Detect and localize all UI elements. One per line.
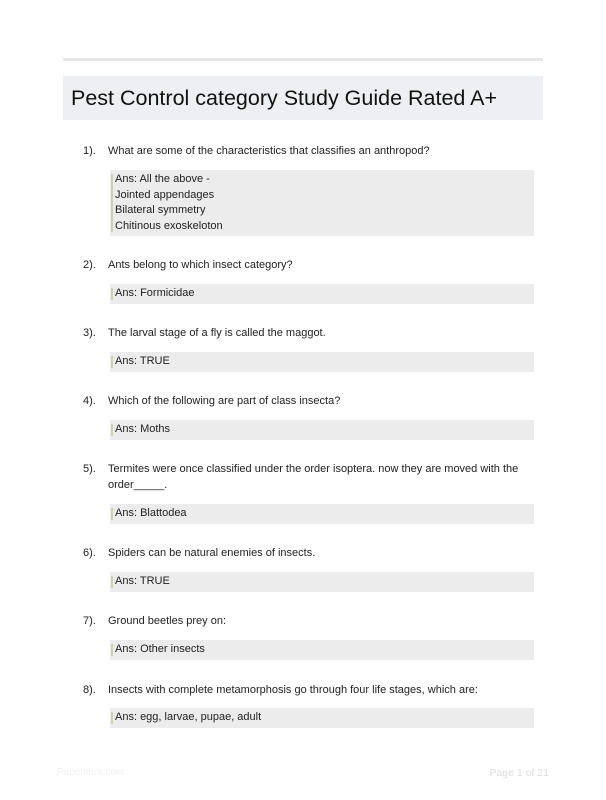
- question-number: 8).: [83, 684, 96, 696]
- answer-line: Ans: All the above -: [115, 173, 210, 185]
- top-divider: [63, 58, 543, 61]
- answer-box: [110, 420, 534, 440]
- question-text: Which of the following are part of class insecta?: [108, 395, 341, 407]
- question-text: Ants belong to which insect category?: [108, 259, 293, 271]
- question-number: 5).: [83, 463, 96, 475]
- question-number: 3).: [83, 327, 96, 339]
- answer-line: Bilateral symmetry: [115, 204, 206, 216]
- answer-box: [110, 708, 534, 728]
- question-text: Spiders can be natural enemies of insects.: [108, 547, 316, 559]
- question-text: Ground beetles prey on:: [108, 615, 227, 627]
- answer-box: [110, 352, 534, 372]
- footer-watermark: Paperlibra.com: [57, 767, 125, 778]
- answer-line: Ans: Moths: [115, 423, 171, 435]
- answer-line: Jointed appendages: [115, 188, 215, 201]
- page-title: Pest Control category Study Guide Rated A+: [71, 86, 498, 110]
- question-number: 4).: [83, 395, 96, 407]
- question-number: 1).: [83, 145, 96, 157]
- question-text: What are some of the characteristics that classifies an anthropod?: [108, 145, 430, 157]
- question-number: 7).: [83, 615, 96, 627]
- answer-line: Ans: Other insects: [115, 643, 205, 655]
- page-number: Page 1 of 21: [489, 767, 549, 779]
- answer-line: Ans: egg, larvae, pupae, adult: [115, 711, 262, 723]
- title-banner: [63, 76, 543, 120]
- answer-box: [110, 640, 534, 660]
- answer-box: [110, 284, 534, 304]
- answer-box: [110, 504, 534, 524]
- question-text: Termites were once classified under the order isoptera. now they are moved with the order_____.: [108, 463, 519, 491]
- answer-box: [110, 572, 534, 592]
- question-text: The larval stage of a fly is called the maggot.: [108, 327, 326, 339]
- question-number: 2).: [83, 259, 96, 271]
- question-number: 6).: [83, 547, 96, 559]
- question-text: Insects with complete metamorphosis go through four life stages, which are:: [108, 684, 478, 696]
- answer-line: Ans: TRUE: [115, 355, 170, 367]
- answer-line: Ans: TRUE: [115, 575, 170, 587]
- answer-box: [110, 170, 534, 236]
- answer-line: Chitinous exoskeloton: [115, 219, 223, 232]
- answer-line: Ans: Formicidae: [115, 287, 195, 299]
- answer-line: Ans: Blattodea: [115, 507, 187, 519]
